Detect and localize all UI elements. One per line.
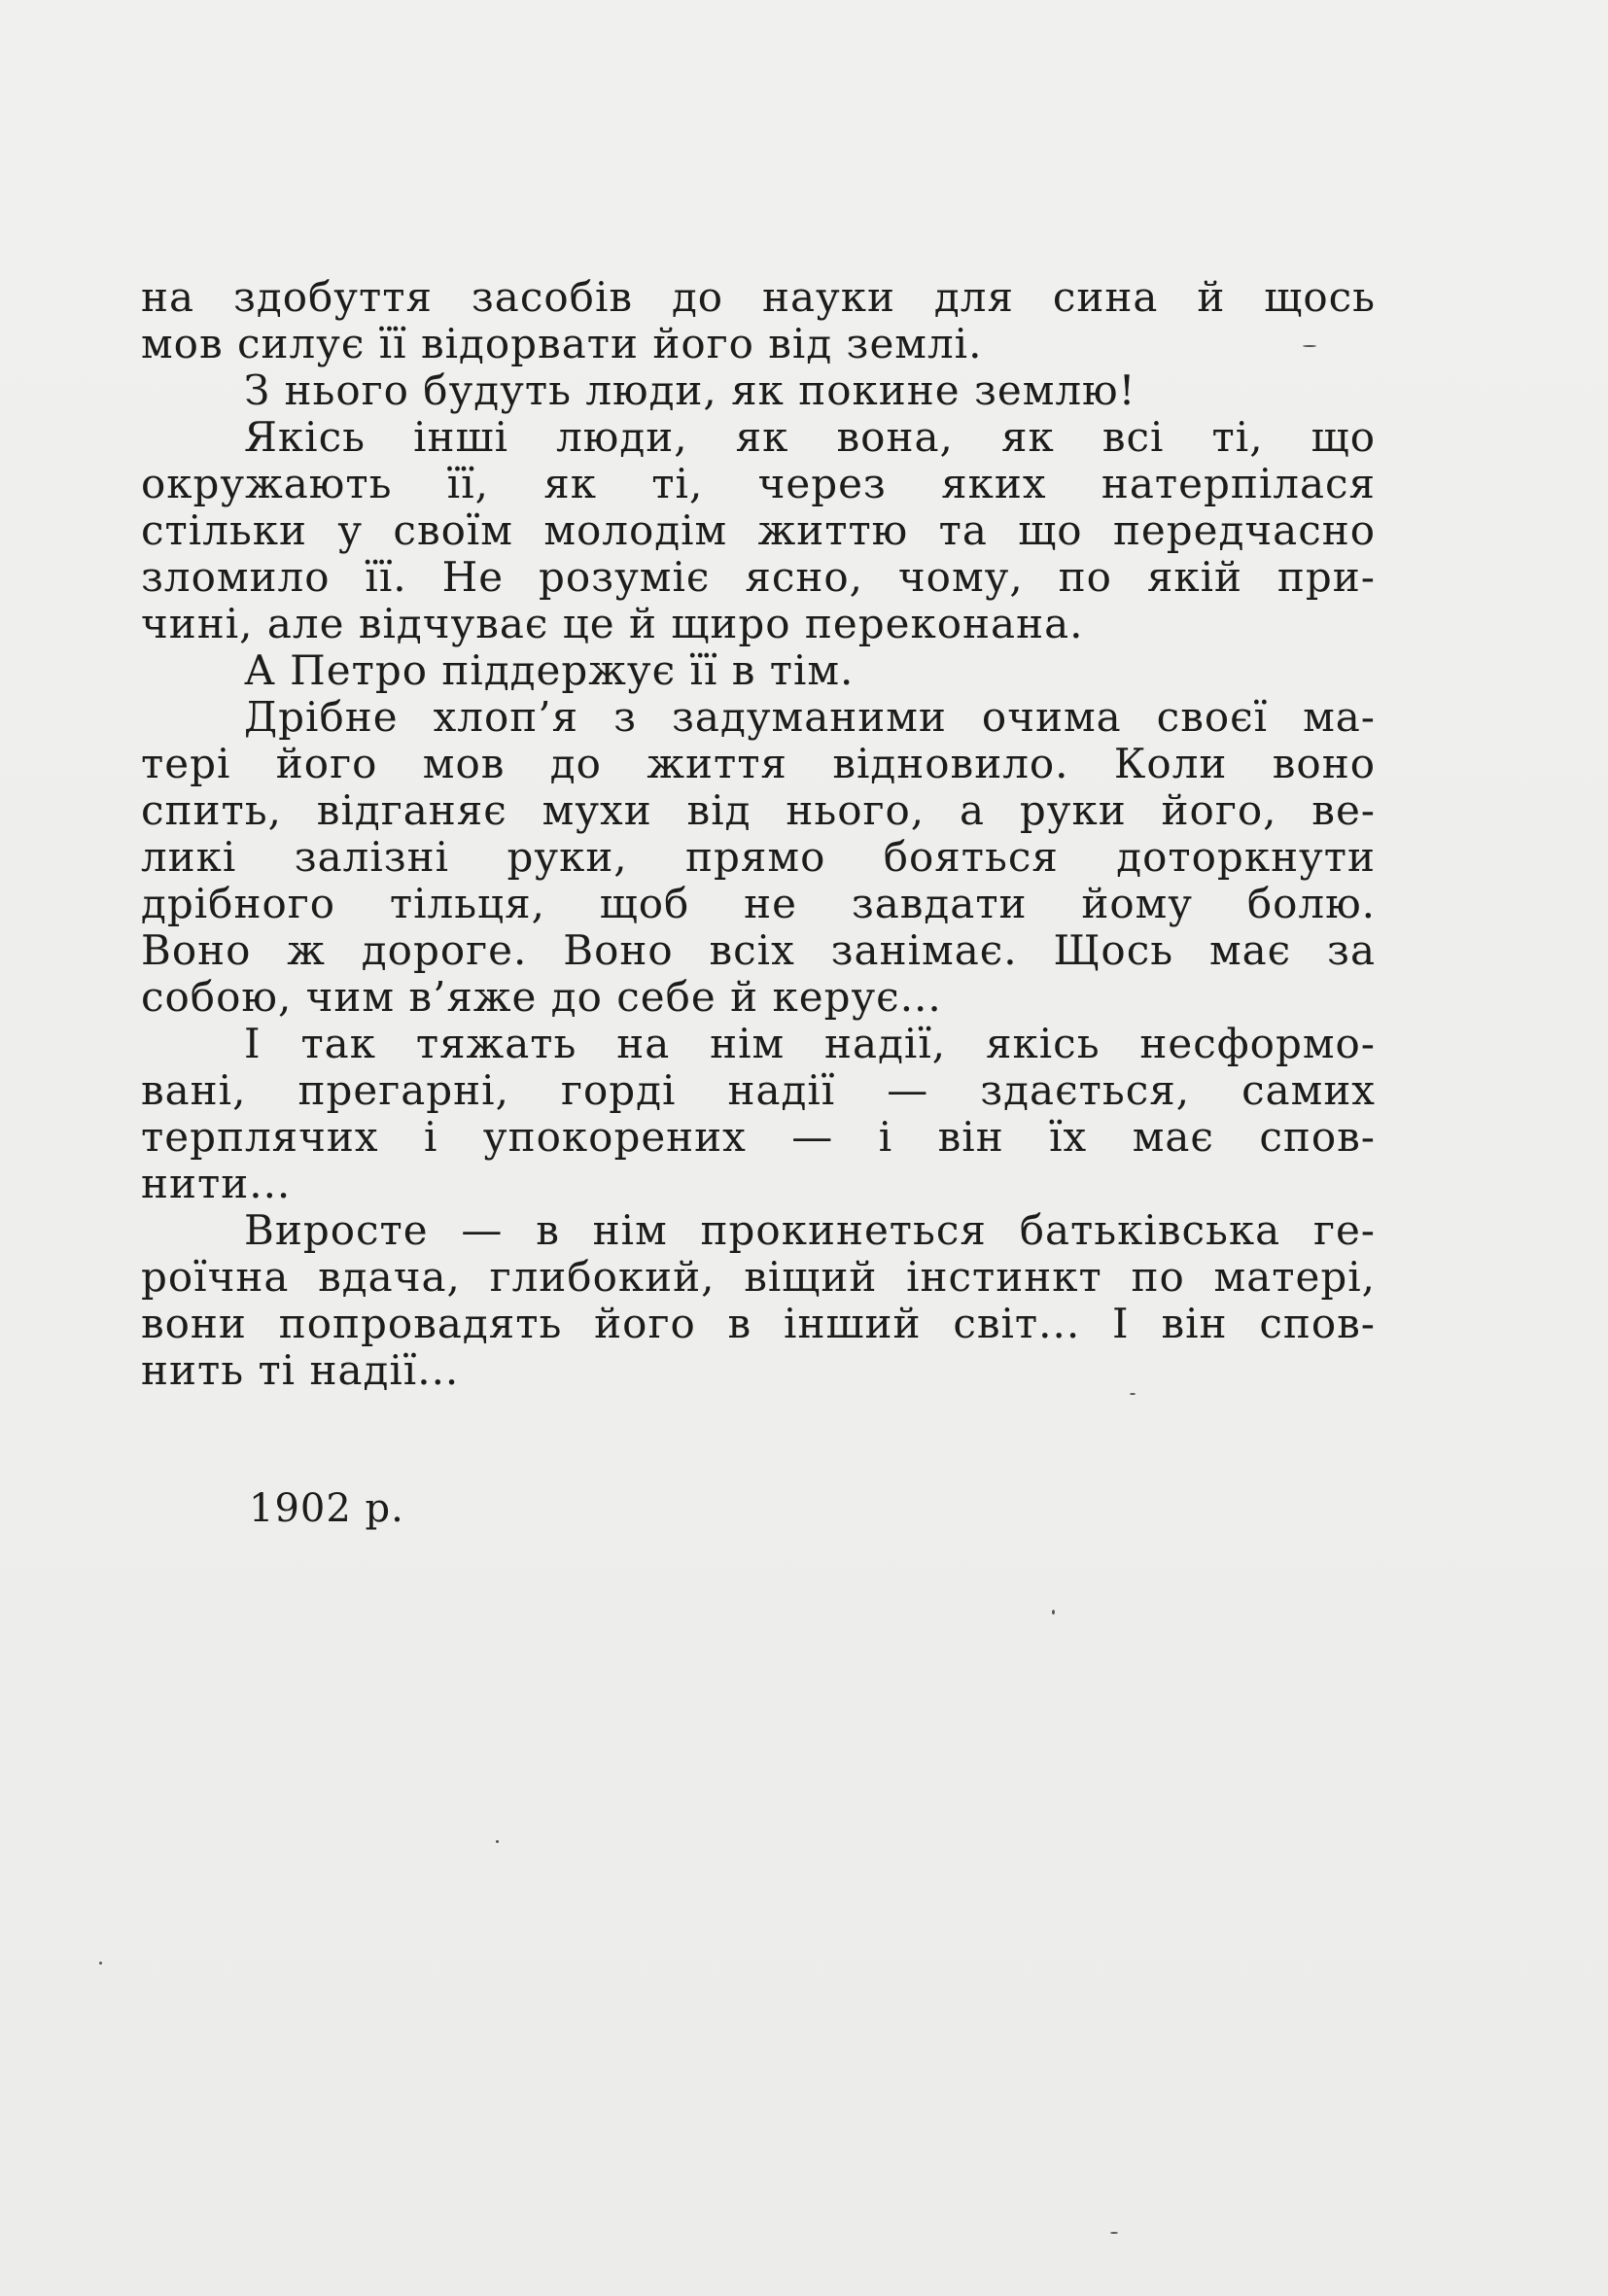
text-line: А Петро піддержує її в тім. <box>244 646 855 694</box>
text-line: Якісь інші люди, як вона, як всі ті, що <box>244 413 1376 461</box>
text-line: ликі залізні руки, прямо бояться доторкнути <box>141 833 1376 881</box>
text-line: зломило її. Не розуміє ясно, чому, по якій при- <box>141 553 1376 601</box>
text-line: вони попровадять його в інший світ... І він спов- <box>141 1300 1376 1347</box>
ink-speck <box>1303 345 1316 347</box>
text-line: І так тяжать на нім надії, якісь несформо- <box>244 1020 1376 1067</box>
text-line: дрібного тільця, щоб не завдати йому болю. <box>141 880 1376 927</box>
text-line: окружають її, як ті, через яких натерпілася <box>141 460 1376 507</box>
text-line: роїчна вдача, глибокий, віщий інстинкт по матері, <box>141 1253 1376 1301</box>
ink-speck <box>1110 2232 1118 2234</box>
text-line: вані, прегарні, горді надії — здається, самих <box>141 1066 1376 1114</box>
text-line: на здобуття засобів до науки для сина й щось <box>141 273 1376 321</box>
text-line: Воно ж дороге. Воно всіх занімає. Щось має за <box>141 926 1376 974</box>
text-line: З нього будуть люди, як покине землю! <box>244 366 1136 414</box>
text-line: мов силує її відорвати його від землі. <box>141 320 983 367</box>
text-line: Виросте — в нім прокинеться батьківська ге- <box>244 1206 1376 1254</box>
body-text <box>141 274 1376 1394</box>
ink-speck <box>1130 1393 1136 1395</box>
ink-speck <box>496 1840 499 1843</box>
date-signature: 1902 р. <box>249 1486 404 1531</box>
text-line: спить, відганяє мухи від нього, а руки його, ве- <box>141 786 1376 834</box>
text-line: нить ті надії... <box>141 1346 460 1394</box>
text-line: нити... <box>141 1160 292 1207</box>
text-line: тері його мов до життя відновило. Коли воно <box>141 740 1376 787</box>
ink-speck <box>1052 1610 1055 1615</box>
text-line: Дрібне хлоп’я з задуманими очима своєї ма- <box>244 693 1376 741</box>
text-line: собою, чим в’яже до себе й керує... <box>141 973 942 1021</box>
text-line: чині, але відчуває це й щиро переконана. <box>141 600 1084 647</box>
ink-speck <box>99 1962 102 1965</box>
text-line: терплячих і упокорених — і він їх має спов- <box>141 1113 1376 1161</box>
text-line: стільки у своїм молодім життю та що передчасно <box>141 506 1376 554</box>
